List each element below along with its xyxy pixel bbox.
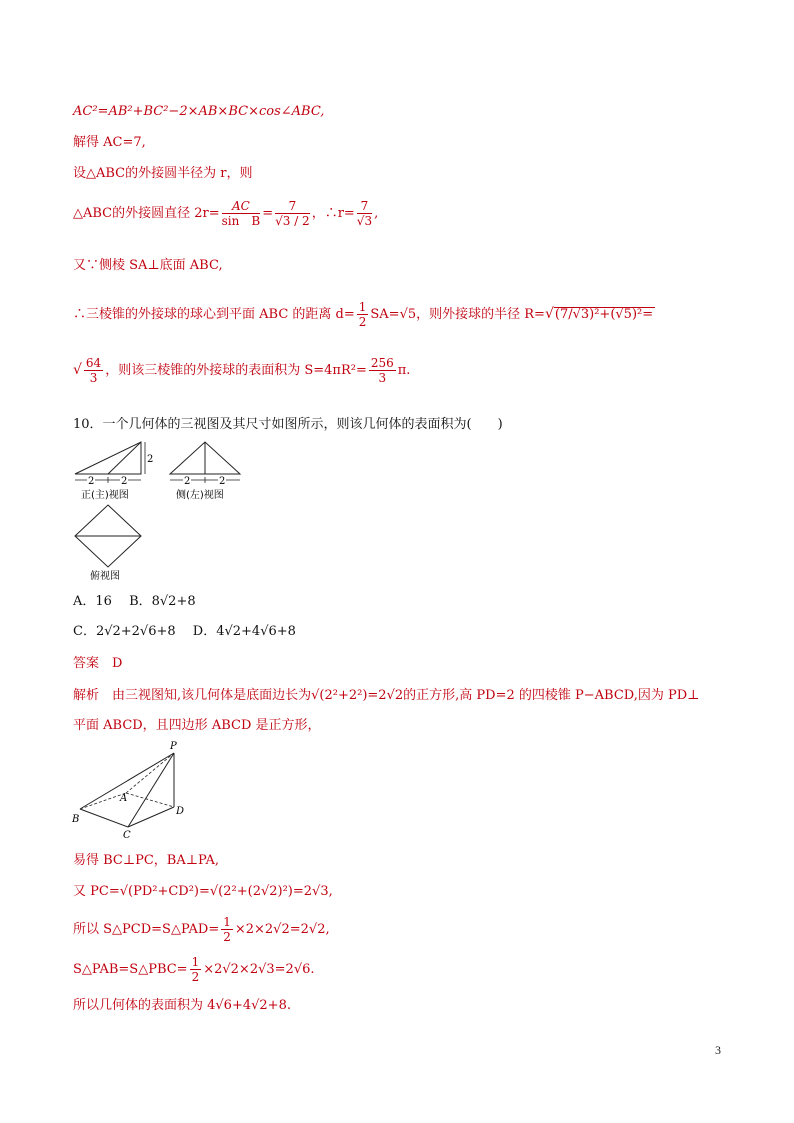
fraction-one-half xyxy=(357,300,369,329)
radius-expression: (7/√3)²+(√5)²= xyxy=(554,307,654,322)
solution-line-radius: 设△ABC的外接圆半径为 r，则 xyxy=(73,166,253,181)
fraction-denominator: 2 xyxy=(191,970,200,984)
answer-line: 答案 D xyxy=(73,656,123,671)
front-width-label-1: 2 xyxy=(88,476,95,487)
fraction-numerator: 256 xyxy=(370,356,394,370)
front-view-outline xyxy=(75,442,141,474)
fraction-7-over-root3 xyxy=(357,199,372,228)
step-area-pcd xyxy=(73,912,330,948)
explanation-line-2: 平面 ABCD，且四边形 ABCD 是正方形， xyxy=(73,718,321,733)
fraction-numerator: 7 xyxy=(275,199,310,214)
step-total-area: 所以几何体的表面积为 4√6+4√2+8. xyxy=(73,998,291,1013)
fraction-denominator: √3 / 2 xyxy=(275,214,310,228)
pi-end: π. xyxy=(397,363,411,378)
fraction-numerator: 1 xyxy=(191,955,200,969)
vertex-b-label: B xyxy=(72,814,80,825)
solution-line-lateral-edge: 又∵侧棱 SA⊥底面 ABC, xyxy=(73,258,223,273)
front-width-label-2: 2 xyxy=(121,476,128,487)
fraction-64-over-3 xyxy=(84,356,103,385)
step-perpendicular: 易得 BC⊥PC，BA⊥PA, xyxy=(73,853,220,868)
area-label: S△PAB=S△PBC= xyxy=(73,962,188,977)
distance-text: ∴三棱锥的外接球的球心到平面 ABC 的距离 d= xyxy=(73,307,355,322)
fraction-7-over-root3-half xyxy=(275,199,310,228)
side-view-caption: 侧(左)视图 xyxy=(176,490,224,501)
side-width-label-1: 2 xyxy=(184,476,191,487)
fraction-denominator: √3 xyxy=(356,214,373,228)
fraction-numerator: 64 xyxy=(85,356,102,370)
fraction-numerator: 1 xyxy=(223,915,231,929)
top-view-caption: 俯视图 xyxy=(90,571,120,581)
fraction-numerator: 1 xyxy=(358,300,367,314)
solution-line-sphere-center xyxy=(73,296,655,333)
fraction-one-half xyxy=(190,955,202,984)
area-value: ×2√2×2√3=2√6. xyxy=(203,962,315,977)
vertex-p-label: P xyxy=(170,741,177,752)
front-view-inner-edge xyxy=(108,442,141,474)
top-view-figure xyxy=(73,503,143,581)
solution-line-diameter xyxy=(73,192,378,236)
options-a-b: A．16 B．8√2+8 xyxy=(73,594,196,609)
fraction-one-half xyxy=(221,915,233,944)
page-number: 3 xyxy=(715,1043,721,1057)
side-width-label-2: 2 xyxy=(219,476,226,487)
solution-line-ac: 解得 AC=7, xyxy=(73,135,146,150)
fraction-denominator: 2 xyxy=(223,930,231,944)
diameter-prefix: △ABC的外接圆直径 2r= xyxy=(73,206,220,221)
side-view-figure xyxy=(168,440,258,502)
radius-result-prefix: ，∴r= xyxy=(311,206,355,221)
solution-line-surface-area xyxy=(73,350,410,391)
fraction-denominator: 3 xyxy=(89,371,98,385)
fraction-denominator: 2 xyxy=(358,315,367,329)
question-10: 10．一个几何体的三视图及其尺寸如图所示，则该几何体的表面积为( ) xyxy=(73,417,503,432)
step-area-pab xyxy=(73,952,315,988)
front-height-label: 2 xyxy=(147,454,154,465)
vertex-d-label: D xyxy=(176,806,185,817)
step-pc-length: 又 PC=√(PD²+CD²)=√(2²+(2√2)²)=2√3, xyxy=(73,884,333,899)
front-view-caption: 正(主)视图 xyxy=(81,490,129,501)
radius-text: SA=√5，则外接球的半径 R= xyxy=(370,307,545,322)
options-c-d: C．2√2+2√6+8 D．4√2+4√6+8 xyxy=(73,624,296,639)
explanation-line-1: 解析 由三视图知,该几何体是底面边长为√(2²+2²)=2√2的正方形,高 PD=2 的四棱锥 P−ABCD,因为 PD⊥ xyxy=(73,688,700,703)
area-value: ×2×2√2=2√2, xyxy=(234,922,330,937)
equals-sign: = xyxy=(262,206,274,221)
radical-sign: √ xyxy=(544,306,554,322)
fraction-ac-over-sinb xyxy=(222,199,261,228)
radical-sign: √ xyxy=(73,362,82,378)
fraction-numerator: AC xyxy=(222,199,261,214)
vertex-a-label: A xyxy=(120,793,128,804)
surface-area-text: ，则该三棱锥的外接球的表面积为 S=4πR²= xyxy=(105,363,367,378)
fraction-numerator: 7 xyxy=(357,199,372,214)
solution-line-cosine-law: AC²=AB²+BC²−2×AB×BC×cos∠ABC, xyxy=(73,104,325,119)
line-end-comma: , xyxy=(374,206,379,221)
pyramid-figure xyxy=(70,740,190,840)
vertex-c-label: C xyxy=(123,830,131,840)
fraction-256-over-3 xyxy=(369,356,396,385)
area-label: 所以 S△PCD=S△PAD= xyxy=(73,922,220,937)
fraction-denominator: sin B xyxy=(221,214,261,228)
fraction-denominator: 3 xyxy=(378,371,387,385)
